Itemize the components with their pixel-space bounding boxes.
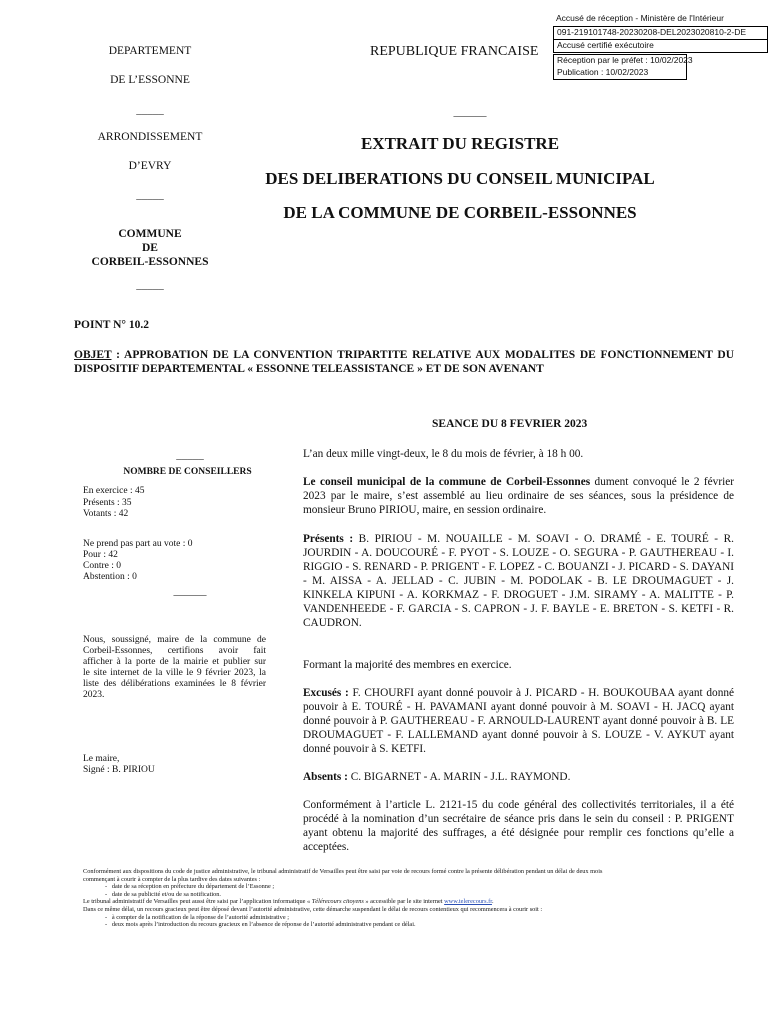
republique-label: REPUBLIQUE FRANCAISE [370, 44, 539, 59]
separator: _____ [136, 104, 164, 116]
footer-bullet-text: deux mois après l’introduction du recours gracieux en l’absence de réponse de l’autorité administrative pendant ce délai. [111, 921, 416, 929]
departement-name: DE L’ESSONNE [110, 74, 190, 86]
separator: _____ [136, 279, 164, 291]
legal-footer [83, 868, 743, 929]
certification-line: liste des délibérations examinées le 8 février [83, 679, 266, 689]
footer-line [83, 898, 743, 906]
title-line-1: EXTRAIT DU REGISTRE [360, 134, 560, 153]
telerecours-link[interactable]: www.telerecours.fr [444, 898, 492, 906]
certification-line: Nous, soussigné, maire de la commune de [83, 635, 266, 645]
pour-count: Pour : 42 [83, 550, 118, 560]
intro-paragraph: L’an deux mille vingt-deux, le 8 du mois de février, à 18 h 00. [303, 448, 584, 460]
absents-list: C. BIGARNET - A. MARIN - J.L. RAYMOND. [347, 771, 571, 783]
certification-text [83, 635, 266, 701]
excuses-paragraph [303, 686, 734, 756]
conseil-paragraph [303, 475, 734, 517]
footer-text: Le tribunal administratif de Versailles peut aussi être saisi par l’application informatique « [83, 898, 312, 906]
arrondissement-label: ARRONDISSEMENT [97, 131, 203, 143]
separator: ______ [173, 585, 207, 597]
footer-line: commençant à courir à compter de la plus tardive des dates suivantes : [83, 875, 261, 883]
certification-line: Corbeil-Essonnes, certifions avoir fait [83, 646, 266, 656]
nombre-conseillers-title: NOMBRE DE CONSEILLERS [123, 467, 252, 477]
certification-line: afficher à la porte de la mairie et publier sur [83, 657, 266, 667]
stamp-line-4: Réception par le préfet : 10/02/2023 [557, 55, 693, 65]
stamp-line-1: Accusé de réception - Ministère de l'Intérieur [556, 13, 724, 23]
majorite-paragraph: Formant la majorité des membres en exercice. [303, 659, 512, 671]
title-line-2: DES DELIBERATIONS DU CONSEIL MUNICIPAL [265, 169, 655, 188]
separator: _____ [136, 189, 164, 201]
conseil-bold: Le conseil municipal de la commune de Corbeil-Essonnes [303, 476, 591, 488]
signature-label: Signé : B. PIRIOU [83, 765, 155, 775]
footer-bullet: - date de sa réception en préfecture du département de l’Essonne ; [105, 883, 275, 891]
excuses-list: F. CHOURFI ayant donné pouvoir à J. PICARD - H. BOUKOUBAA ayant donné pouvoir à E. TOURÉ - H. PAVAMANI ayant donné pouvoir à M. SOAVI - H. JACQ ayant donné pouvoir à P. GAUTHEREAU - F. ARNOULD-LAURENT ayant donné pouvoir à B. LE DROUMAGUET - F. LALLEMAND ayant donné pouvoir à S. LOUZE - V. AYKUT ayant donné pouvoir à S. KETFI. [303, 687, 734, 755]
title-line-3: DE LA COMMUNE DE CORBEIL-ESSONNES [283, 203, 637, 222]
conseil-text: dument convoqué le 2 février 2023 par le maire, s’est assemblé au lieu ordinaire de ses séances, sous la présidence de monsieur Bruno PIRIOU, maire, en session ordinaire. [303, 476, 735, 516]
point-number: POINT N° 10.2 [74, 319, 149, 331]
objet-text: : APPROBATION DE LA CONVENTION TRIPARTITE RELATIVE AUX MODALITES DE FONCTIONNEMENT DU DISPOSITIF DEPARTEMENTAL « ESSONNE TELEASSISTANCE » ET DE SON AVENANT [74, 349, 734, 375]
footer-bullet-text: date de sa publicité et/ou de sa notification. [111, 890, 221, 898]
contre-count: Contre : 0 [83, 561, 121, 571]
abstention-count: Abstention : 0 [83, 572, 137, 582]
certification-line: le site internet de la ville le 9 février 2023, la [83, 668, 266, 678]
stamp-line-5: Publication : 10/02/2023 [557, 67, 649, 77]
seance-date: SEANCE DU 8 FEVRIER 2023 [432, 418, 588, 430]
absents-label: Absents : [303, 771, 348, 783]
footer-bullet: - à compter de la notification de la réponse de l’autorité administrative ; [105, 913, 289, 921]
certification-line: 2023. [83, 690, 105, 700]
footer-bullet: - date de sa publicité et/ou de sa notification. [105, 890, 221, 898]
presents-list: B. PIRIOU - M. NOUAILLE - M. SOAVI - O. DRAMÉ - E. TOURÉ - R. JOURDIN - A. DOUCOURÉ - F. PYOT - S. LOUZE - O. SEGURA - P. GAUTHEREAU - I. RIGGIO - S. RENARD - P. PRIGENT - F. LOPEZ - C. BOUANZI - J. PICARD - S. DAYANI - M. AISSA - A. JELLAD - C. JUBIN - M. PODOLAK - B. LE DROUMAGUET - J. KINKELA KIPUNI - A. KORKMAZ - F. DROGUET - J.M. SIRAMY - A. MALITTE - P. VANDENHEEDE - F. GARCIA - S. CAPRON - J. F. BAYLE - E. BRETON - S. KETFI - R. CAUDRON. [303, 533, 734, 629]
separator: _____ [176, 449, 204, 461]
objet-paragraph [74, 348, 734, 376]
footer-text: . [491, 898, 494, 906]
presents-label: Présents : [303, 533, 354, 545]
reception-stamp [553, 14, 768, 80]
stamp-line-2: 091-219101748-20230208-DEL2023020810-2-DE [554, 27, 767, 40]
presents-paragraph [303, 532, 734, 630]
maire-label: Le maire, [83, 754, 120, 764]
absents-paragraph [303, 770, 734, 784]
footer-bullet-text: à compter de la notification de la réponse de l’autorité administrative ; [111, 913, 289, 921]
arrondissement-name: D’EVRY [128, 160, 172, 172]
ne-prend-part-count: Ne prend pas part au vote : 0 [83, 539, 193, 549]
stamp-box-dates [553, 54, 693, 80]
telerecours-name: Télérecours citoyens [311, 898, 364, 906]
objet-label: OBJET [74, 349, 112, 361]
commune-label-2: DE [142, 242, 158, 254]
footer-text: » accessible par le site internet [363, 898, 445, 906]
excuses-label: Excusés : [303, 687, 349, 699]
footer-bullet-text: date de sa réception en préfecture du département de l’Essonne ; [111, 883, 275, 891]
votants-count: Votants : 42 [83, 509, 129, 519]
footer-line: Conformément aux dispositions du code de justice administrative, le tribunal administratif de Versailles peut être saisi par voie de recours formé contre la présente délibération pendant un délai de deux mois [83, 868, 603, 875]
secretaire-paragraph: Conformément à l’article L. 2121-15 du code général des collectivités territoriales, il a été procédé à la nomination d’un secrétaire de séance pris dans le sein du conseil : P. PRIGENT ayant obtenu la majorité des suffrages, a été désignée pour remplir ces fonctions qu’elle a acceptées. [303, 799, 734, 853]
commune-label-1: COMMUNE [118, 228, 182, 240]
footer-line: Dans ce même délai, un recours gracieux peut être déposé devant l’autorité administrative, cette démarche suspendant le délai de recours contentieux qui recommencera à courir soit : [83, 905, 543, 913]
separator: ______ [453, 106, 487, 118]
footer-bullet: - deux mois après l’introduction du recours gracieux en l’absence de réponse de l’autorité administrative pendant ce délai. [105, 921, 416, 929]
departement-label: DEPARTEMENT [108, 45, 192, 57]
stamp-box [553, 26, 768, 53]
commune-label-3: CORBEIL-ESSONNES [91, 256, 209, 268]
en-exercice: En exercice : 45 [83, 486, 145, 496]
presents-count: Présents : 35 [83, 498, 132, 508]
stamp-line-3: Accusé certifié exécutoire [557, 40, 654, 50]
